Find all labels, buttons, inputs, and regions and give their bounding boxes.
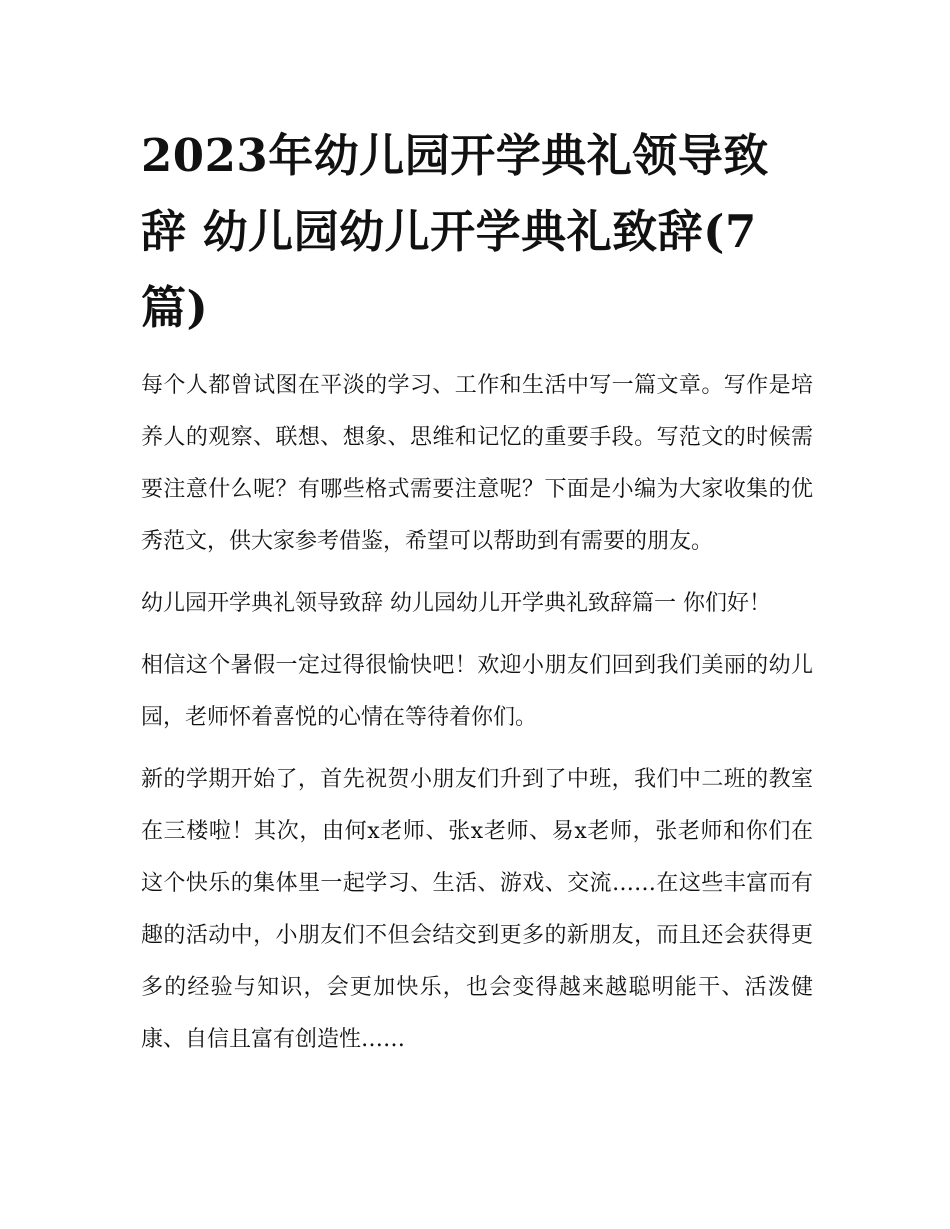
- document-page: [141, 118, 813, 1066]
- section-heading-paragraph: 幼儿园开学典礼领导致辞 幼儿园幼儿开学典礼致辞篇一 你们好！: [141, 591, 771, 616]
- document-title: 2023年幼儿园开学典礼领导致辞 幼儿园幼儿开学典礼致辞(7篇): [141, 129, 769, 334]
- semester-paragraph: 新的学期开始了，首先祝贺小朋友们升到了中班，我们中二班的教室在三楼啦！其次，由何x老师、张x老师、易x老师，张老师和你们在这个快乐的集体里一起学习、生活、游戏、交流……在这些丰富而有趣的活动中，小朋友们不但会结交到更多的新朋友，而且还会获得更多的经验与知识，会更加快乐，也会变得越来越聪明能干、活泼健康、自信且富有创造性……: [141, 767, 813, 1052]
- intro-paragraph: 每个人都曾试图在平淡的学习、工作和生活中写一篇文章。写作是培养人的观察、联想、想象、思维和记忆的重要手段。写范文的时候需要注意什么呢？有哪些格式需要注意呢？下面是小编为大家收集的优秀范文，供大家参考借鉴，希望可以帮助到有需要的朋友。: [141, 373, 813, 554]
- welcome-paragraph: 相信这个暑假一定过得很愉快吧！欢迎小朋友们回到我们美丽的幼儿园，老师怀着喜悦的心情在等待着你们。: [141, 653, 813, 730]
